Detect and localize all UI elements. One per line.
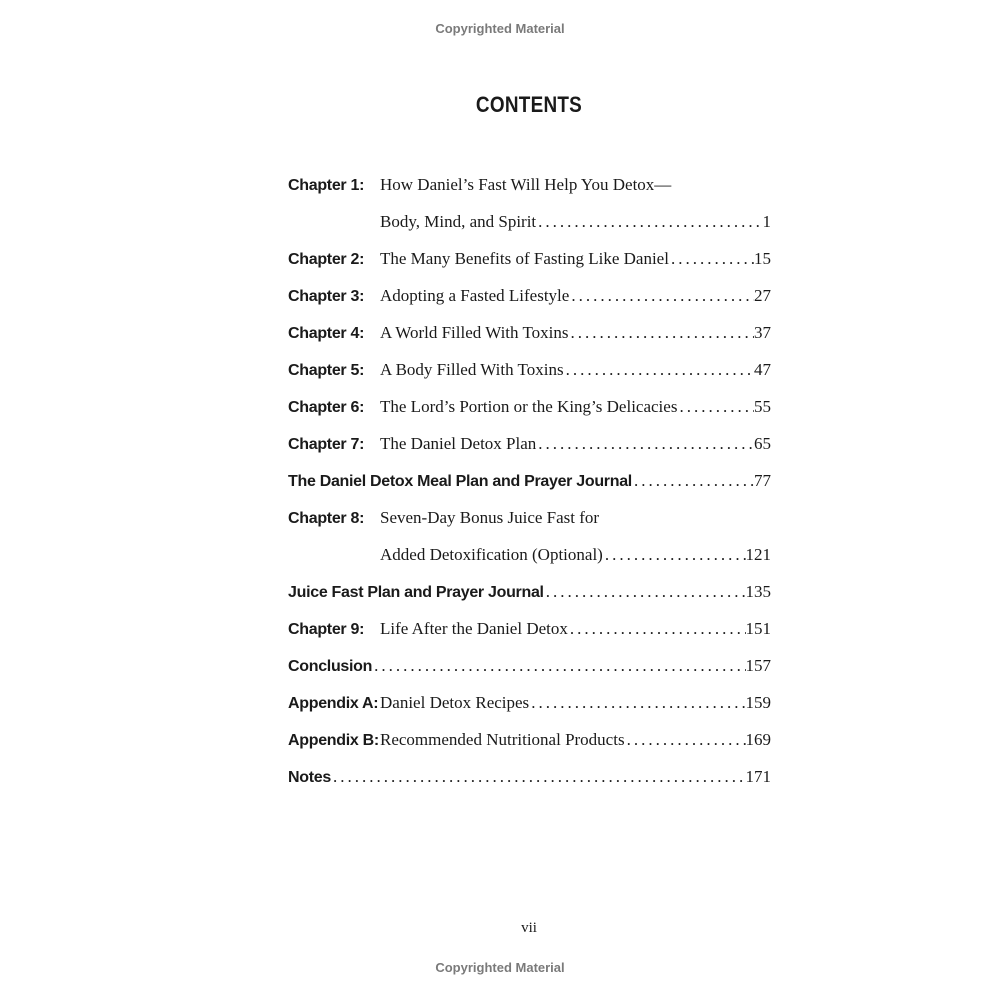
dot-leader [625,721,746,758]
toc-label: Chapter 7: [288,436,365,453]
copyright-notice-bottom: Copyrighted Material [435,960,565,975]
toc-title: Adopting a Fasted Lifestyle [380,286,570,305]
toc-title: How Daniel’s Fast Will Help You Detox— [380,175,672,194]
toc-page-number: 65 [754,434,771,453]
toc-entry-meal-plan[interactable] [288,462,771,499]
dot-leader [544,573,746,610]
toc-page-number: 151 [745,619,771,638]
toc-entry-notes[interactable] [288,758,771,795]
dot-leader [632,462,754,499]
dot-leader [529,684,745,721]
toc-label: Chapter 6: [288,399,365,416]
toc-entry-chapter-1-cont[interactable] [288,203,771,240]
toc-page-number: 55 [754,397,771,416]
toc-label: Notes [288,769,331,786]
toc-entry-chapter-5[interactable] [288,351,771,388]
toc-page-number: 47 [754,360,771,379]
toc-label: Juice Fast Plan and Prayer Journal [288,584,544,601]
toc-page-number: 15 [754,249,771,268]
dot-leader [568,610,746,647]
toc-entry-chapter-8[interactable] [288,499,771,536]
toc-page-number: 159 [745,693,771,712]
toc-title: Recommended Nutritional Products [380,730,625,749]
toc-label: Conclusion [288,658,373,675]
toc-entry-chapter-2[interactable] [288,240,771,277]
toc-page-number: 37 [754,323,771,342]
toc-title: A World Filled With Toxins [380,323,569,342]
toc-title: The Many Benefits of Fasting Like Daniel [380,249,669,268]
dot-leader [569,314,754,351]
toc-title: Added Detoxification (Optional) [380,545,603,564]
toc-page-number: 27 [754,286,771,305]
dot-leader [331,758,746,795]
toc-label: Chapter 3: [288,288,365,305]
toc-label: Appendix B: [288,732,379,749]
dot-leader [677,388,754,425]
toc-title: Life After the Daniel Detox [380,619,568,638]
toc-entry-chapter-1[interactable] [288,166,771,203]
toc-entry-chapter-8-cont[interactable] [288,536,771,573]
toc-title: Body, Mind, and Spirit [380,212,537,231]
toc-title: The Daniel Detox Plan [380,434,537,453]
toc-entry-juice-fast-plan[interactable] [288,573,771,610]
dot-leader [669,240,754,277]
toc-page-number: 157 [745,656,771,675]
toc-entry-conclusion[interactable] [288,647,771,684]
toc-entry-appendix-a[interactable] [288,684,771,721]
toc-title: A Body Filled With Toxins [380,360,564,379]
dot-leader [603,536,746,573]
page-title: CONTENTS [475,92,583,117]
dot-leader [536,425,754,462]
toc-label: Chapter 8: [288,510,365,527]
toc-page-number: 121 [745,545,771,564]
toc-entry-appendix-b[interactable] [288,721,771,758]
toc-page-number: 171 [745,767,771,786]
toc-entry-chapter-4[interactable] [288,314,771,351]
dot-leader [564,351,754,388]
toc-entry-chapter-6[interactable] [288,388,771,425]
toc-label: Chapter 4: [288,325,365,342]
toc-title: The Lord’s Portion or the King’s Delicacies [380,397,678,416]
toc-entry-chapter-7[interactable] [288,425,771,462]
page-number: vii [521,920,537,936]
toc-label: Chapter 5: [288,362,365,379]
dot-leader [372,647,745,684]
toc-title: Seven-Day Bonus Juice Fast for [380,508,600,527]
toc-label: The Daniel Detox Meal Plan and Prayer Journal [288,473,632,490]
table-of-contents [288,166,771,795]
dot-leader [569,277,754,314]
toc-entry-chapter-9[interactable] [288,610,771,647]
dot-leader [536,203,762,240]
toc-label: Chapter 1: [288,177,365,194]
toc-label: Chapter 9: [288,621,365,638]
toc-page-number: 135 [745,582,771,601]
toc-page-number: 1 [762,212,771,231]
toc-page-number: 77 [754,471,771,490]
toc-page-number: 169 [745,730,771,749]
toc-label: Appendix A: [288,695,379,712]
copyright-notice-top: Copyrighted Material [435,21,565,36]
toc-label: Chapter 2: [288,251,365,268]
toc-title: Daniel Detox Recipes [380,693,530,712]
toc-entry-chapter-3[interactable] [288,277,771,314]
